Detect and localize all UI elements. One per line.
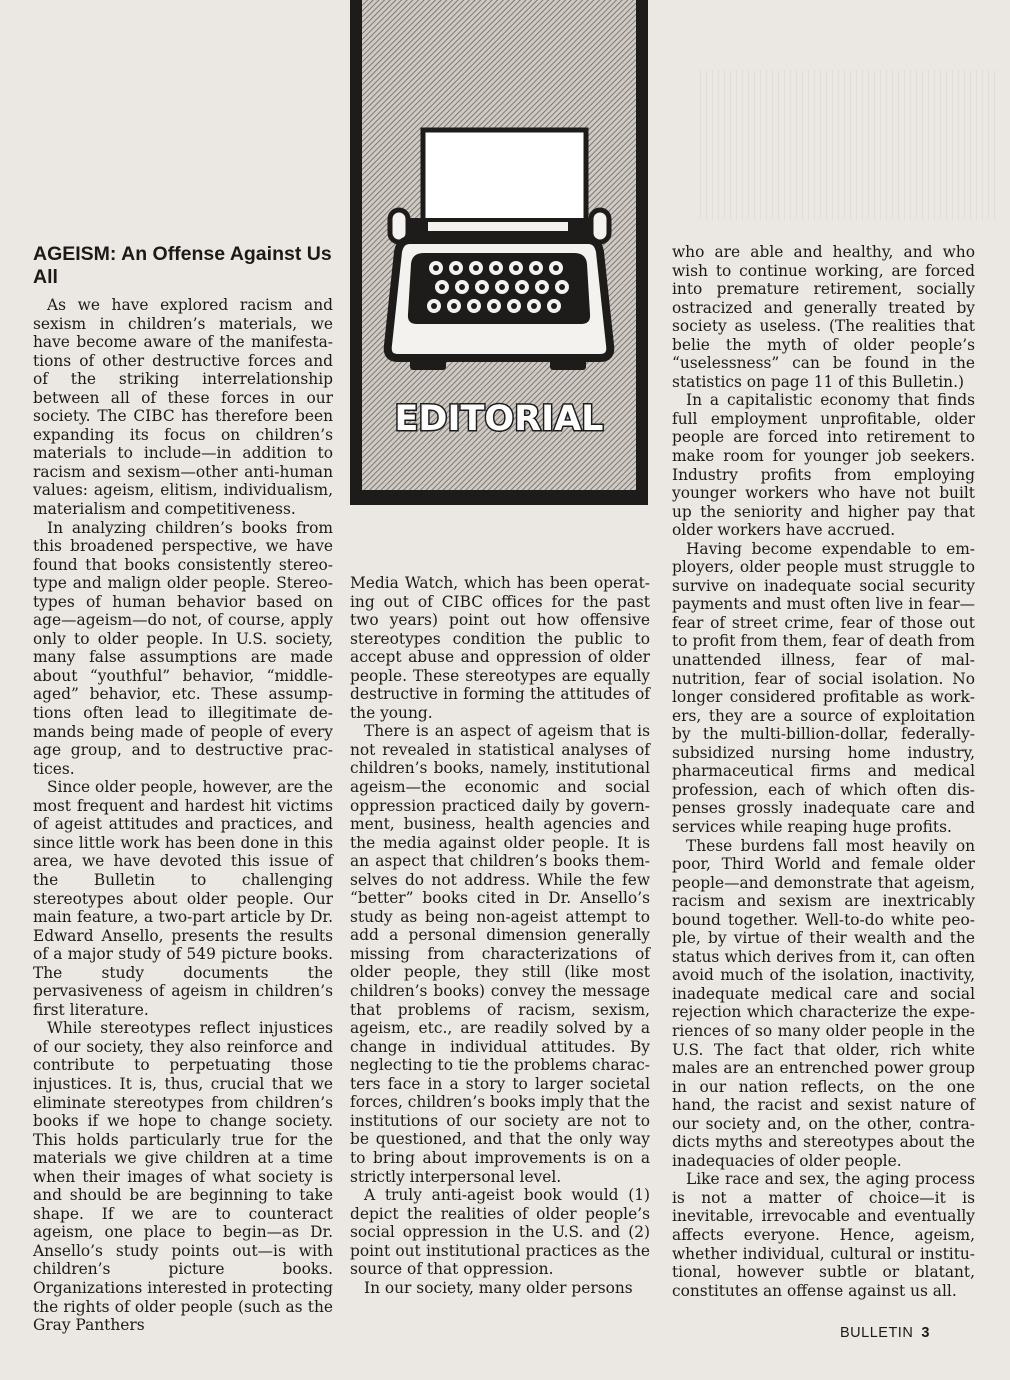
editorial-label: EDITORIAL [394,399,604,439]
typewriter-illustration [350,0,648,505]
article-paragraph: Like race and sex, the aging process is not a matter of choice—it is inevitable, irrevocable and eventually affects everyone. Hence, ageism, whether individual, cultural or institutional, however subtle or blatant, constitutes an offense against us all. [672,1170,975,1300]
article-paragraph: These burdens fall most heavily on poor, Third World and female older people—and demonstrate that ageism, racism and sexism are inextricably bound together. Well-to-do white people, by virtue of their wealth and the status which derives from it, can often avoid much of the isolation, inactivity, inadequate medical care and social rejection which characterize the experiences of so many older people in the U.S. The fact that older, rich white males are an entrenched power group in our nation reflects, on the one hand, the racist and sexist nature of our society and, on the other, contradicts myths and stereotypes about the inadequacies of older people. [672,836,975,1170]
article-column-3 [672,243,975,1300]
article-paragraph: In a capitalistic economy that finds full employment unprofitable, older people are forced into retirement to make room for younger job seekers. Industry profits from employing younger workers who have not built up the seniority and higher pay that older workers have accrued. [672,391,975,540]
article-paragraph: In our society, many older persons [364,1278,633,1297]
article-headline: AGEISM: An Offense Against Us All [33,243,332,288]
article-paragraph: Having become expendable to employers, older people must struggle to survive on inadequate social security payments and must often live in fear—fear of street crime, fear of those out to profit from them, fear of death from unattended illness, fear of malnutrition, fear of social isolation. No longer considered profitable as workers, they are a source of exploitation by the multi-billion-dollar, federally-subsidized nursing home industry, pharmaceutical firms and medical profession, each of which often dispenses grossly inadequate care and services while reaping huge profits. [672,539,975,836]
typewriter-icon [388,130,611,370]
article-paragraph: While stereotypes reflect injustices of our society, they also reinforce and contribute to perpetuating those injustices. It is, thus, crucial that we eliminate stereotypes from children’s books if we hope to change society. This holds particularly true for the materials we give children at a time when their images of what society is and should be are beginning to take shape. If we are to counteract ageism, one place to begin—as Dr. Ansello’s study points out—is with children’s picture books. Organizations interested in protecting the rights of older people (such as the Gray Panthers [33,1019,333,1335]
article-paragraph: who are able and healthy, and who wish to continue working, are forced into premature retirement, socially ostracized and generally treated by society as useless. (The realities that belie the myth of older people’s “uselessness” can be found in the statistics on page 11 of this Bulletin.) [672,243,975,391]
article-paragraph: In analyzing children’s books from this broadened perspective, we have found that books consistently stereotype and malign older people. Stereotypes of human behavior based on age—ageism—do not, of course, apply only to older people. In U.S. society, many false assumptions are made about “youthful” behavior, “middle-aged” behavior, etc. These assumptions often lead to illegitimate demands being made of people of every age group, and to destructive practices. [33,518,333,778]
page-number: 3 [921,1325,930,1341]
article-paragraph: Since older people, however, are the most frequent and hardest hit victims of ageist attitudes and practices, and since little work has been done in this area, we have devoted this issue of the Bulletin to challenging stereotypes about older people. Our main feature, a two-part article by Dr. Edward Ansello, presents the results of a major study of 549 picture books. The study documents the pervasiveness of ageism in children’s first literature. [33,778,333,1019]
show-through-texture [700,70,1000,220]
article-column-1 [33,243,333,1335]
article-paragraph: A truly anti-ageist book would (1) depict the realities of older people’s social oppression in the U.S. and (2) point out institutional practices as the source of that oppression. [350,1186,650,1279]
article-paragraph: As we have explored racism and sexism in children’s materials, we have become aware of the manifestations of other destructive forces and of the striking interrelationship between all of these forces in our society. The CIBC has therefore been expanding its focus on children’s materials to include—in addition to racism and sexism—other anti-human values: ageism, elitism, individualism, materialism and competitiveness. [33,296,333,519]
editorial-panel [350,0,648,505]
article-paragraph: There is an aspect of ageism that is not revealed in statistical analyses of children’s books, namely, institutional ageism—the economic and social oppression practiced daily by government, business, health agencies and the media against older people. It is an aspect that children’s books themselves do not address. While the few “better” books cited in Dr. Ansello’s study as being non-ageist attempt to add a personal dimension generally missing from characterizations of older people, they still (like most children’s books) convey the message that problems of racism, sexism, ageism, etc., are readily solved by a change in individual attitudes. By neglecting to tie the problems characters face in a story to larger societal forces, children’s books imply that the institutions of our society are not to be questioned, and that the only way to bring about improvements is on a strictly interpersonal level. [350,722,650,1186]
article-column-2 [350,574,650,1297]
publication-name: BULLETIN [840,1325,914,1341]
page-footer [840,1325,930,1341]
article-paragraph: Media Watch, which has been operating out of CIBC offices for the past two years) point out how offensive stereotypes condition the public to accept abuse and oppression of older people. These stereotypes are equally destructive in forming the attitudes of the young. [350,574,650,722]
